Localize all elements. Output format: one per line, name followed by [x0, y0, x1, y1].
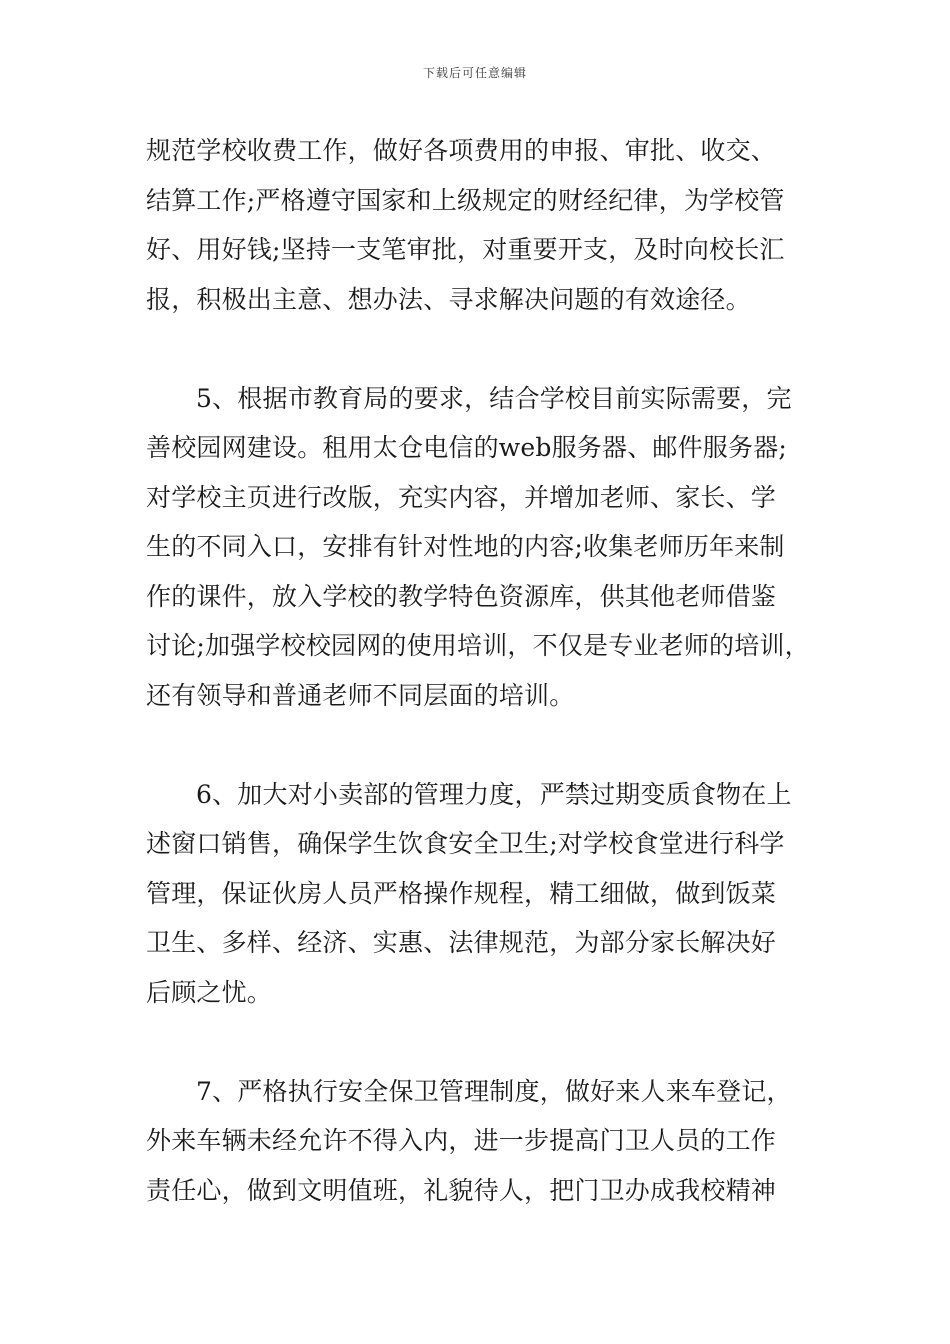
text-line: 还有领导和普通老师不同层面的培训。	[146, 680, 575, 710]
text-line: 6、加大对小卖部的管理力度，严禁过期变质食物在上	[196, 779, 792, 809]
text-line: 管理，保证伙房人员严格操作规程，精工细做，做到饭菜	[146, 878, 777, 908]
paragraph-item-5	[146, 374, 822, 721]
text-line: 规范学校收费工作，做好各项费用的申报、审批、收交、	[146, 136, 777, 165]
text-line: 报，积极出主意、想办法、寻求解决问题的有效途径。	[146, 284, 751, 314]
text-line: 卫生、多样、经济、实惠、法律规范，为部分家长解决好	[146, 928, 777, 957]
text-line: 作的课件，放入学校的教学特色资源库，供其他老师借鉴	[146, 581, 777, 611]
text-line: 对学校主页进行改版，充实内容，并增加老师、家长、学	[146, 482, 777, 512]
paragraph-spacer	[146, 1017, 822, 1067]
text-line: 善校园网建设。租用太仓电信的web服务器、邮件服务器;	[146, 433, 788, 462]
document-body	[146, 126, 822, 1215]
paragraph-finance	[146, 126, 822, 324]
text-line: 生的不同入口，安排有针对性地的内容;收集老师历年来制	[146, 532, 785, 561]
text-line: 结算工作;严格遵守国家和上级规定的财经纪律，为学校管	[146, 185, 785, 215]
text-line: 后顾之忧。	[146, 977, 273, 1007]
paragraph-item-7	[146, 1067, 822, 1216]
text-line: 述窗口销售，确保学生饮食安全卫生;对学校食堂进行科学	[146, 829, 785, 858]
text-line: 7、严格执行安全保卫管理制度，做好来人来车登记，	[196, 1076, 792, 1106]
paragraph-item-6	[146, 770, 822, 1018]
text-line: 5、根据市教育局的要求，结合学校目前实际需要，完	[196, 383, 792, 413]
text-line: 好、用好钱;坚持一支笔审批，对重要开支，及时向校长汇	[146, 235, 785, 264]
text-line: 外来车辆未经允许不得入内，进一步提高门卫人员的工作	[146, 1126, 777, 1155]
text-line: 讨论;加强学校校园网的使用培训，不仅是专业老师的培训，	[146, 631, 810, 660]
paragraph-spacer	[146, 720, 822, 770]
paragraph-spacer	[146, 324, 822, 374]
page-header: 下载后可任意编辑	[422, 66, 527, 80]
text-line: 责任心，做到文明值班，礼貌待人，把门卫办成我校精神	[146, 1175, 777, 1205]
